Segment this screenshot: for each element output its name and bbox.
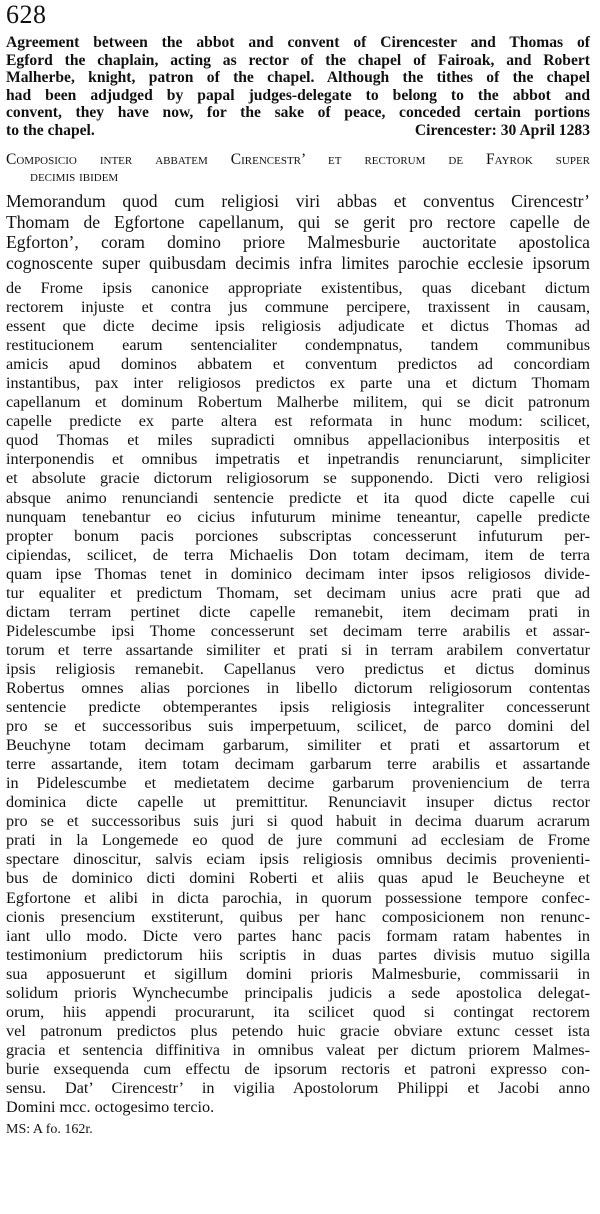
text-line: amicis apud dominos abbatem et conventum predictos ad concordiam [6,355,590,374]
text-line: Egfortone et alibi in dicta parochia, in quorum possessione tempore confec- [6,888,590,907]
text-line: absque animo renunciandi sentencie predicte et ita quod dicte capelle cui [6,488,590,507]
text-line: rectorem injuste et contra jus commune percipere, traxissent in causam, [6,298,590,317]
entry-number: 628 [6,0,47,29]
summary-line-end: to the chapel. [6,121,95,139]
text-line: sua apposuerunt et sigillum domini prioris Malmesburie, commissarii in [6,964,590,983]
summary-line: Agreement between the abbot and convent of Cirencester and Thomas of [6,34,590,51]
text-line: nunquam tenebantur eo cicius infuturum minime teneantur, capelle predicte [6,507,590,526]
text-line: sentencie predicte obtemperantes ipsis religiosis integraliter concesserunt [6,698,590,717]
rubric-line: decimis ibidem [30,168,119,185]
summary-line: convent, they have now, for the sake of peace, conceded certain portions [6,104,590,121]
document-rubric [6,151,590,185]
text-line: instantibus, pax inter religiosos predictos ex parte una et dictum Thomam [6,374,590,393]
text-line: de Frome ipsis canonice appropriate existentibus, quas dicebant dictum [6,279,590,297]
text-line: et absolute gracie dictorum religiosorum se supponendo. Dicti vero religiosi [6,469,590,488]
body-text [6,279,590,1117]
text-line: capellanum et dominum Robertum Malherbe militem, qui se dicit patronum [6,393,590,412]
text-line: torum et terre assartande similiter et prati si in terram arabilem convertatur [6,640,590,659]
text-line: burie exsequenda cum effectu de ipsorum rectoris et patroni expresso con- [6,1059,590,1078]
text-line: ipsis religiosis remanebit. Capellanus vero predictus et dictus dominus [6,659,590,678]
text-line: orum, hiis appendi procurarunt, ita scilicet quod si contingat rectorem [6,1002,590,1021]
text-line: quod Thomas et miles supradicti omnibus appellacionibus interpositis et [6,431,590,450]
text-line: interponendis et omnibus impetratis et inpetrandis renunciarunt, simpliciter [6,450,590,469]
text-line: Egforton’, coram domino priore Malmesburie auctoritate apostolica [6,232,590,252]
summary-line: Egford the chaplain, acting as rector of the chapel of Fairoak, and Robert [6,51,590,69]
text-line: pro se et successoribus suis juri si quod habuit in decima duarum acrarum [6,812,590,831]
text-line: testimonium predictorum hiis scriptis in duas partes divisis mutuo sigilla [6,945,590,964]
text-line: spectare dinoscitur, salvis eciam ipsis religiosis omnibus decimis provenienti- [6,850,590,869]
text-line: dominica dicte capelle ut premittitur. Renunciavit insuper dictus rector [6,793,590,812]
text-line: sensu. Dat’ Cirencestr’ in vigilia Apostolorum Philippi et Jacobi anno [6,1078,590,1097]
text-line: iant ullo modo. Dicte vero partes hanc pacis formam ratam habentes in [6,926,590,945]
text-line: cionis presencium exstiterunt, quibus per hanc composicionem non renunc- [6,907,590,926]
text-line: terre assartande, item totam decimam garbarum terre arabilis et assartande [6,755,590,774]
text-line: in Pidelescumbe et medietatem decime garbarum proveniencium de terra [6,774,590,793]
place-date: Cirencester: 30 April 1283 [414,121,590,139]
text-line-final: Domini mcc. octogesimo tercio. [6,1098,215,1117]
text-line: cognoscente super quibusdam decimis infra limites parochie ecclesie ipsorum [6,252,590,273]
text-line: tur equaliter et predictum Thomam, set decimam unius acre prati que ad [6,583,590,602]
summary-line: had been adjudged by papal judges-delegate to belong to the abbot and [6,86,590,104]
text-line: capelle predicte ex parte altera est reformata in hunc modum: scilicet, [6,412,590,431]
text-line: cipiendas, scilicet, de terra Michaelis Don totam decimam, item de terra [6,545,590,564]
opening-paragraph [6,191,590,273]
text-line: essent que dicte decime ipsis religiosis adjudicate et dictus Thomas ad [6,317,590,336]
manuscript-reference: MS: A fo. 162r. [6,1122,93,1138]
text-line: Memorandum quod cum religiosi viri abbas et conventus Cirencestr’ [6,191,590,211]
text-line: restitucionem earum sentencialiter condempnatus, tandem communibus [6,336,590,355]
rubric-line: Composicio inter abbatem Cirencestr’ et rectorum de Fayrok super [6,151,590,168]
text-line: prati in la Longemede eo quod de jure communi ad ecclesiam de Frome [6,831,590,850]
text-line: Thomam de Egfortone capellanum, qui se gerit pro rectore capelle de [6,211,590,232]
text-line: quam ipse Thomas tenet in dominico decimam inter ipsos religiosos divide- [6,564,590,583]
text-line: Beuchyne totam decimam garbarum, similiter et prati et assartorum et [6,736,590,755]
text-line: bus de dominico dicti domini Roberti et aliis quas apud le Beucheyne et [6,869,590,888]
text-line: pro se et successoribus suis imperpetuum, scilicet, de parco domini del [6,717,590,736]
text-line: vel patronum predictos plus petendo huic gracie obviare extunc cesset ista [6,1021,590,1040]
text-line: dictam terram pertinet dicte capelle remanebit, item decimam prati in [6,602,590,621]
entry-summary [6,34,590,139]
text-line: gracia et sentencia diffinitiva in omnibus valeat per dictum priorem Malmes- [6,1040,590,1059]
summary-line: Malherbe, knight, patron of the chapel. Although the tithes of the chapel [6,69,590,86]
summary-last-line [6,122,590,140]
document-page [6,0,590,1139]
text-line: Pidelescumbe ipsi Thome concesserunt set decimam terre arabilis et assar- [6,621,590,640]
text-line: propter bonum pacis porciones subscriptas concesserunt infuturum per- [6,526,590,545]
text-line: Robertus omnes alias porciones in libello dictorum religiosorum contentas [6,678,590,697]
text-line: solidum prioris Wynchecumbe principalis judicis a sede apostolica delegat- [6,983,590,1002]
